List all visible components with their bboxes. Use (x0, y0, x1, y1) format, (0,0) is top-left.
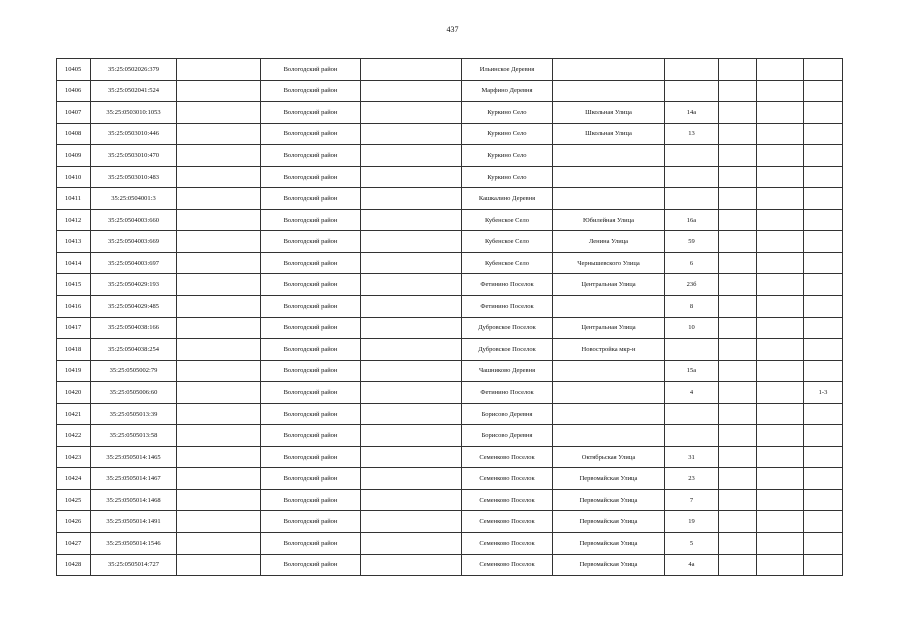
street-cell: Первомайская Улица (553, 533, 665, 555)
record-number-cell: 10424 (57, 468, 91, 490)
record-number-cell: 10406 (57, 80, 91, 102)
empty-cell-b (361, 274, 462, 296)
empty-cell-b (361, 252, 462, 274)
house-cell: 23б (665, 274, 719, 296)
district-cell: Вологодский район (261, 145, 361, 167)
apartment-cell (804, 554, 843, 576)
street-cell (553, 382, 665, 404)
street-cell (553, 425, 665, 447)
building-cell (719, 360, 757, 382)
building-cell (719, 252, 757, 274)
table-row (57, 489, 843, 511)
district-cell: Вологодский район (261, 403, 361, 425)
apartment-cell (804, 511, 843, 533)
settlement-cell: Фетинино Поселок (462, 296, 553, 318)
apartment-cell (804, 360, 843, 382)
empty-cell-a (177, 489, 261, 511)
record-number-cell: 10413 (57, 231, 91, 253)
empty-cell-b (361, 425, 462, 447)
building-cell (719, 296, 757, 318)
district-cell: Вологодский район (261, 468, 361, 490)
empty-cell-a (177, 252, 261, 274)
apartment-cell (804, 296, 843, 318)
structure-cell (757, 166, 804, 188)
street-cell: Юбилейная Улица (553, 209, 665, 231)
street-cell: Первомайская Улица (553, 468, 665, 490)
record-number-cell: 10407 (57, 102, 91, 124)
building-cell (719, 274, 757, 296)
empty-cell-b (361, 317, 462, 339)
record-number-cell: 10414 (57, 252, 91, 274)
empty-cell-a (177, 80, 261, 102)
empty-cell-b (361, 446, 462, 468)
building-cell (719, 209, 757, 231)
table-row (57, 123, 843, 145)
house-cell: 8 (665, 296, 719, 318)
structure-cell (757, 533, 804, 555)
structure-cell (757, 274, 804, 296)
district-cell: Вологодский район (261, 533, 361, 555)
empty-cell-b (361, 188, 462, 210)
apartment-cell (804, 339, 843, 361)
record-number-cell: 10409 (57, 145, 91, 167)
settlement-cell: Чашниково Деревня (462, 360, 553, 382)
cadastral-number-cell: 35:25:0505014:1467 (91, 468, 177, 490)
cadastral-number-cell: 35:25:0504003:660 (91, 209, 177, 231)
apartment-cell (804, 166, 843, 188)
house-cell (665, 166, 719, 188)
building-cell (719, 533, 757, 555)
cadastral-number-cell: 35:25:0502026:379 (91, 59, 177, 81)
house-cell: 7 (665, 489, 719, 511)
empty-cell-b (361, 511, 462, 533)
empty-cell-a (177, 533, 261, 555)
record-number-cell: 10423 (57, 446, 91, 468)
empty-cell-b (361, 209, 462, 231)
empty-cell-a (177, 231, 261, 253)
district-cell: Вологодский район (261, 59, 361, 81)
building-cell (719, 102, 757, 124)
building-cell (719, 403, 757, 425)
table-row (57, 252, 843, 274)
empty-cell-a (177, 102, 261, 124)
street-cell: Новостройка мкр-н (553, 339, 665, 361)
settlement-cell: Кубенское Село (462, 209, 553, 231)
empty-cell-a (177, 296, 261, 318)
structure-cell (757, 296, 804, 318)
district-cell: Вологодский район (261, 166, 361, 188)
house-cell (665, 188, 719, 210)
page-number: 437 (446, 25, 459, 34)
empty-cell-b (361, 145, 462, 167)
table-row (57, 80, 843, 102)
empty-cell-b (361, 382, 462, 404)
table-row (57, 339, 843, 361)
registry-table (56, 58, 843, 576)
structure-cell (757, 145, 804, 167)
empty-cell-a (177, 382, 261, 404)
house-cell: 14а (665, 102, 719, 124)
street-cell: Центральная Улица (553, 317, 665, 339)
structure-cell (757, 339, 804, 361)
house-cell: 10 (665, 317, 719, 339)
building-cell (719, 123, 757, 145)
apartment-cell (804, 489, 843, 511)
table-row (57, 296, 843, 318)
street-cell: Чернышевского Улица (553, 252, 665, 274)
house-cell (665, 145, 719, 167)
settlement-cell: Кашкалино Деревня (462, 188, 553, 210)
record-number-cell: 10410 (57, 166, 91, 188)
apartment-cell (804, 468, 843, 490)
empty-cell-a (177, 188, 261, 210)
empty-cell-b (361, 360, 462, 382)
empty-cell-b (361, 231, 462, 253)
house-cell: 4а (665, 554, 719, 576)
record-number-cell: 10416 (57, 296, 91, 318)
cadastral-number-cell: 35:25:0502041:524 (91, 80, 177, 102)
record-number-cell: 10405 (57, 59, 91, 81)
street-cell: Октябрьская Улица (553, 446, 665, 468)
cadastral-number-cell: 35:25:0504029:485 (91, 296, 177, 318)
street-cell (553, 188, 665, 210)
street-cell: Первомайская Улица (553, 511, 665, 533)
district-cell: Вологодский район (261, 360, 361, 382)
house-cell: 5 (665, 533, 719, 555)
district-cell: Вологодский район (261, 425, 361, 447)
empty-cell-b (361, 468, 462, 490)
settlement-cell: Марфино Деревня (462, 80, 553, 102)
record-number-cell: 10417 (57, 317, 91, 339)
cadastral-number-cell: 35:25:0505006:60 (91, 382, 177, 404)
structure-cell (757, 489, 804, 511)
settlement-cell: Борисово Деревня (462, 425, 553, 447)
district-cell: Вологодский район (261, 123, 361, 145)
house-cell: 6 (665, 252, 719, 274)
street-cell: Ленина Улица (553, 231, 665, 253)
cadastral-number-cell: 35:25:0505002:79 (91, 360, 177, 382)
record-number-cell: 10420 (57, 382, 91, 404)
settlement-cell: Борисово Деревня (462, 403, 553, 425)
house-cell (665, 425, 719, 447)
cadastral-number-cell: 35:25:0504001:3 (91, 188, 177, 210)
structure-cell (757, 554, 804, 576)
district-cell: Вологодский район (261, 231, 361, 253)
apartment-cell (804, 403, 843, 425)
table-row (57, 533, 843, 555)
structure-cell (757, 59, 804, 81)
apartment-cell (804, 425, 843, 447)
settlement-cell: Кубенское Село (462, 252, 553, 274)
table-row (57, 554, 843, 576)
apartment-cell (804, 252, 843, 274)
district-cell: Вологодский район (261, 339, 361, 361)
house-cell (665, 403, 719, 425)
empty-cell-b (361, 166, 462, 188)
building-cell (719, 317, 757, 339)
apartment-cell (804, 231, 843, 253)
structure-cell (757, 80, 804, 102)
settlement-cell: Куркино Село (462, 123, 553, 145)
structure-cell (757, 231, 804, 253)
settlement-cell: Семенково Поселок (462, 511, 553, 533)
street-cell (553, 59, 665, 81)
apartment-cell (804, 102, 843, 124)
table-row (57, 166, 843, 188)
house-cell: 13 (665, 123, 719, 145)
settlement-cell: Ильинское Деревня (462, 59, 553, 81)
district-cell: Вологодский район (261, 489, 361, 511)
building-cell (719, 468, 757, 490)
empty-cell-b (361, 403, 462, 425)
empty-cell-a (177, 209, 261, 231)
table-row (57, 231, 843, 253)
settlement-cell: Фетинино Поселок (462, 274, 553, 296)
empty-cell-b (361, 489, 462, 511)
cadastral-number-cell: 35:25:0505013:58 (91, 425, 177, 447)
house-cell (665, 80, 719, 102)
district-cell: Вологодский район (261, 382, 361, 404)
building-cell (719, 145, 757, 167)
cadastral-number-cell: 35:25:0503010:1053 (91, 102, 177, 124)
settlement-cell: Семенково Поселок (462, 468, 553, 490)
house-cell: 4 (665, 382, 719, 404)
record-number-cell: 10412 (57, 209, 91, 231)
table-row (57, 209, 843, 231)
apartment-cell (804, 59, 843, 81)
street-cell (553, 403, 665, 425)
settlement-cell: Куркино Село (462, 145, 553, 167)
apartment-cell (804, 209, 843, 231)
street-cell (553, 166, 665, 188)
empty-cell-b (361, 102, 462, 124)
empty-cell-b (361, 554, 462, 576)
empty-cell-a (177, 425, 261, 447)
street-cell (553, 145, 665, 167)
record-number-cell: 10418 (57, 339, 91, 361)
record-number-cell: 10411 (57, 188, 91, 210)
empty-cell-a (177, 511, 261, 533)
cadastral-number-cell: 35:25:0505013:39 (91, 403, 177, 425)
empty-cell-a (177, 166, 261, 188)
empty-cell-b (361, 59, 462, 81)
structure-cell (757, 317, 804, 339)
district-cell: Вологодский район (261, 252, 361, 274)
cadastral-number-cell: 35:25:0503010:470 (91, 145, 177, 167)
building-cell (719, 489, 757, 511)
settlement-cell: Семенково Поселок (462, 533, 553, 555)
empty-cell-a (177, 554, 261, 576)
building-cell (719, 339, 757, 361)
house-cell: 15а (665, 360, 719, 382)
building-cell (719, 554, 757, 576)
house-cell: 23 (665, 468, 719, 490)
settlement-cell: Семенково Поселок (462, 554, 553, 576)
district-cell: Вологодский район (261, 80, 361, 102)
cadastral-number-cell: 35:25:0504003:669 (91, 231, 177, 253)
district-cell: Вологодский район (261, 274, 361, 296)
cadastral-number-cell: 35:25:0504038:166 (91, 317, 177, 339)
building-cell (719, 446, 757, 468)
structure-cell (757, 360, 804, 382)
empty-cell-a (177, 274, 261, 296)
cadastral-number-cell: 35:25:0505014:1468 (91, 489, 177, 511)
street-cell (553, 80, 665, 102)
house-cell: 31 (665, 446, 719, 468)
street-cell: Первомайская Улица (553, 489, 665, 511)
house-cell (665, 59, 719, 81)
record-number-cell: 10419 (57, 360, 91, 382)
table-row (57, 511, 843, 533)
apartment-cell (804, 274, 843, 296)
settlement-cell: Семенково Поселок (462, 489, 553, 511)
apartment-cell (804, 533, 843, 555)
cadastral-number-cell: 35:25:0503010:446 (91, 123, 177, 145)
empty-cell-a (177, 446, 261, 468)
building-cell (719, 511, 757, 533)
street-cell: Первомайская Улица (553, 554, 665, 576)
cadastral-number-cell: 35:25:0504029:193 (91, 274, 177, 296)
table-row (57, 360, 843, 382)
building-cell (719, 188, 757, 210)
empty-cell-a (177, 339, 261, 361)
structure-cell (757, 123, 804, 145)
table-row (57, 274, 843, 296)
empty-cell-a (177, 145, 261, 167)
table-row (57, 425, 843, 447)
table-row (57, 468, 843, 490)
settlement-cell: Дубровское Поселок (462, 339, 553, 361)
building-cell (719, 166, 757, 188)
cadastral-number-cell: 35:25:0505014:727 (91, 554, 177, 576)
building-cell (719, 382, 757, 404)
structure-cell (757, 446, 804, 468)
house-cell: 19 (665, 511, 719, 533)
cadastral-number-cell: 35:25:0505014:1546 (91, 533, 177, 555)
district-cell: Вологодский район (261, 209, 361, 231)
street-cell: Школьная Улица (553, 123, 665, 145)
cadastral-number-cell: 35:25:0505014:1465 (91, 446, 177, 468)
district-cell: Вологодский район (261, 188, 361, 210)
structure-cell (757, 382, 804, 404)
table-row (57, 145, 843, 167)
table-row (57, 102, 843, 124)
table-row (57, 59, 843, 81)
settlement-cell: Дубровское Поселок (462, 317, 553, 339)
building-cell (719, 59, 757, 81)
cadastral-number-cell: 35:25:0503010:483 (91, 166, 177, 188)
structure-cell (757, 468, 804, 490)
record-number-cell: 10425 (57, 489, 91, 511)
district-cell: Вологодский район (261, 446, 361, 468)
district-cell: Вологодский район (261, 317, 361, 339)
empty-cell-a (177, 59, 261, 81)
apartment-cell (804, 317, 843, 339)
structure-cell (757, 403, 804, 425)
empty-cell-a (177, 403, 261, 425)
cadastral-number-cell: 35:25:0504038:254 (91, 339, 177, 361)
empty-cell-a (177, 317, 261, 339)
district-cell: Вологодский район (261, 554, 361, 576)
empty-cell-a (177, 123, 261, 145)
district-cell: Вологодский район (261, 296, 361, 318)
house-cell: 16а (665, 209, 719, 231)
record-number-cell: 10415 (57, 274, 91, 296)
apartment-cell (804, 123, 843, 145)
table-row (57, 188, 843, 210)
settlement-cell: Кубенское Село (462, 231, 553, 253)
street-cell: Центральная Улица (553, 274, 665, 296)
empty-cell-a (177, 360, 261, 382)
structure-cell (757, 425, 804, 447)
apartment-cell (804, 446, 843, 468)
record-number-cell: 10422 (57, 425, 91, 447)
street-cell: Школьная Улица (553, 102, 665, 124)
house-cell (665, 339, 719, 361)
table-row (57, 382, 843, 404)
street-cell (553, 296, 665, 318)
settlement-cell: Куркино Село (462, 166, 553, 188)
structure-cell (757, 209, 804, 231)
street-cell (553, 360, 665, 382)
building-cell (719, 80, 757, 102)
district-cell: Вологодский район (261, 511, 361, 533)
apartment-cell (804, 188, 843, 210)
cadastral-number-cell: 35:25:0505014:1491 (91, 511, 177, 533)
empty-cell-b (361, 123, 462, 145)
record-number-cell: 10421 (57, 403, 91, 425)
record-number-cell: 10426 (57, 511, 91, 533)
district-cell: Вологодский район (261, 102, 361, 124)
empty-cell-b (361, 339, 462, 361)
apartment-cell (804, 145, 843, 167)
record-number-cell: 10427 (57, 533, 91, 555)
structure-cell (757, 511, 804, 533)
structure-cell (757, 188, 804, 210)
cadastral-number-cell: 35:25:0504003:697 (91, 252, 177, 274)
record-number-cell: 10408 (57, 123, 91, 145)
building-cell (719, 231, 757, 253)
empty-cell-a (177, 468, 261, 490)
table-row (57, 317, 843, 339)
apartment-cell: 1-3 (804, 382, 843, 404)
structure-cell (757, 102, 804, 124)
table-row (57, 403, 843, 425)
apartment-cell (804, 80, 843, 102)
registry-body (57, 59, 843, 576)
table-row (57, 446, 843, 468)
empty-cell-b (361, 80, 462, 102)
settlement-cell: Семенково Поселок (462, 446, 553, 468)
settlement-cell: Фетинино Поселок (462, 382, 553, 404)
house-cell: 59 (665, 231, 719, 253)
record-number-cell: 10428 (57, 554, 91, 576)
settlement-cell: Куркино Село (462, 102, 553, 124)
empty-cell-b (361, 296, 462, 318)
building-cell (719, 425, 757, 447)
empty-cell-b (361, 533, 462, 555)
structure-cell (757, 252, 804, 274)
